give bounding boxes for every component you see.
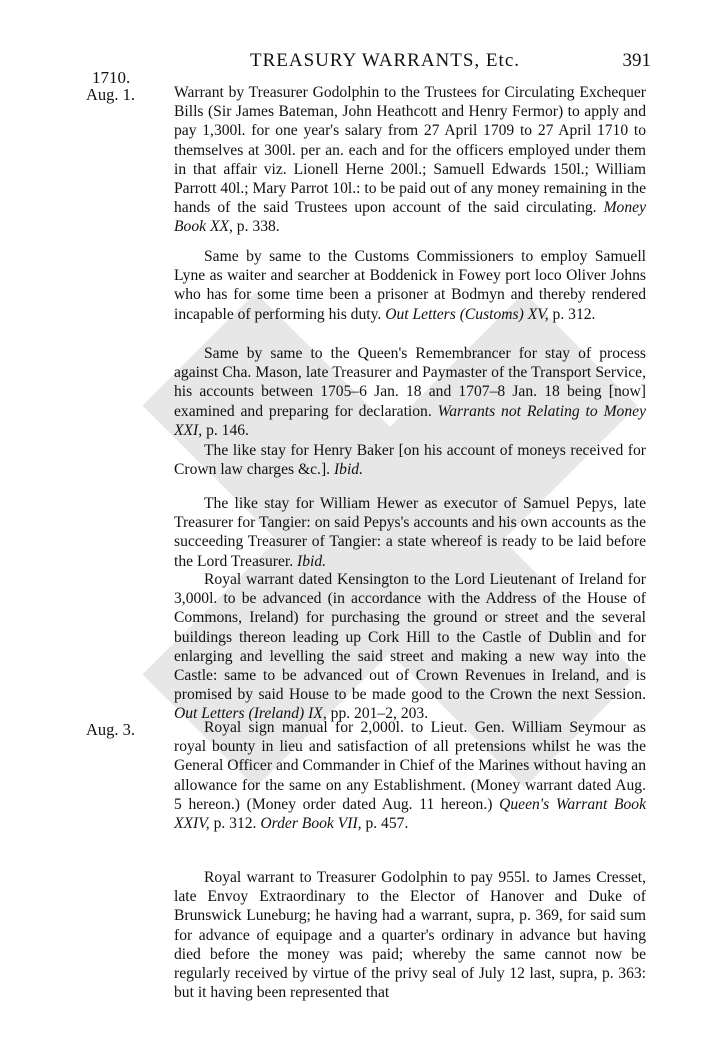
entry-8-text: Royal warrant to Treasurer Godolphin to pay 955l. to James Cresset, late Envoy Extraordinary to the Elector of Hanover and Duke of Brunswick Luneburg; he having had a warrant, supra, p. 369, for said sum for advance of equipage and a quarter's ordinary in advance but having died before the money was paid; whereby the same cannot now be regularly received by virtue of the privy seal of July 12 last, supra, p. 363: but it having been represented that xyxy=(174,869,646,1002)
entry-3-text: Same by same to the Queen's Remembrancer for stay of process against Cha. Mason, late Treasurer and Paymaster of the Transport Service, his accounts between 1705–6 Jan. 18 and 1707–8 Jan. 18 being [now] examined and preparing for declaration. xyxy=(174,345,646,420)
entry-2-ref: Out Letters (Customs) XV, xyxy=(385,305,549,323)
entry-3 xyxy=(174,344,646,440)
entry-2-text: Same by same to the Customs Commissioners to employ Samuell Lyne as waiter and searcher at Boddenick in Fowey port loco Oliver Johns who has for some time been a prisoner at Bodmyn and thereby rendered incapable of performing his duty. xyxy=(174,248,646,323)
entry-2-tail: p. 312. xyxy=(552,305,596,323)
margin-year: 1710. xyxy=(92,68,131,87)
entry-7-tail2: p. 457. xyxy=(365,815,409,833)
entry-5-ref: Ibid. xyxy=(297,552,327,570)
entry-1-ref: Money Book XX, xyxy=(174,199,646,236)
entry-3-tail: p. 146. xyxy=(206,421,249,439)
entry-7-tail: p. 312. xyxy=(213,815,257,833)
entry-7-text: Royal sign manual for 2,000l. to Lieut. Gen. William Seymour as royal bounty in lieu and satisfaction of all pretensions whilst he was the General Officer and Commander in Chief of the Marines without having an allowance for the same on any Establishment. (Money warrant dated Aug. 5 hereon.) (Money order dated Aug. 11 hereon.) xyxy=(174,719,646,813)
entry-4 xyxy=(174,441,646,479)
entry-1-tail: p. 338. xyxy=(236,218,280,236)
entry-4-text: The like stay for Henry Baker [on his account of moneys received for Crown law charges &c.]. xyxy=(174,442,646,479)
running-title: TREASURY WARRANTS, Etc. xyxy=(249,50,521,71)
margin-date-aug-1: Aug. 1. xyxy=(86,85,136,104)
entry-7 xyxy=(174,718,646,833)
page-number: 391 xyxy=(622,50,651,71)
entry-8 xyxy=(174,868,646,1002)
entry-4-ref: Ibid. xyxy=(333,461,363,479)
entry-6-ref: Out Letters (Ireland) IX, xyxy=(174,705,327,723)
entry-5-text: The like stay for William Hewer as executor of Samuel Pepys, late Treasurer for Tangier: on said Pepys's accounts and his own accounts as the succeeding Treasurer of Tangier: a state whereof is ready to be laid before the Lord Treasurer. xyxy=(174,495,646,570)
entry-6-tail: pp. 201–2, 203. xyxy=(330,705,429,723)
entry-1-text: Warrant by Treasurer Godolphin to the Trustees for Circulating Exchequer Bills (Sir James Bateman, John Heathcott and Henry Fermor) to apply and pay 1,300l. for one year's salary from 27 April 1709 to 27 April 1710 to themselves at 300l. per an. each and for the officers employed under them in that affair viz. Lionell Herne 200l.; Samuell Edwards 150l.; William Parrott 40l.; Mary Parrot 10l.: to be paid out of any money remaining in the hands of the said Trustees upon account of the said circulating. xyxy=(174,84,646,217)
entry-1 xyxy=(174,83,646,237)
entry-6-text: Royal warrant dated Kensington to the Lord Lieutenant of Ireland for 3,000l. to be advanced (in accordance with the Address of the House of Commons, Ireland) for purchasing the ground or street and the several buildings thereon leading up Cork Hill to the Castle of Dublin and for enlarging and levelling the said street and making a new way into the Castle: same to be advanced out of Crown Revenues in Ireland, and is promised by said House to be made good to the Crown the next Session. xyxy=(174,571,646,704)
entry-5 xyxy=(174,494,646,571)
entry-6 xyxy=(174,570,646,724)
entry-7-ref: Queen's Warrant Book XXIV, xyxy=(174,795,646,833)
entry-3-ref: Warrants not Relating to Money XXI, xyxy=(174,402,646,439)
margin-date-aug-3: Aug. 3. xyxy=(86,720,136,739)
entry-2 xyxy=(174,247,646,324)
entry-7-ref2: Order Book VII, xyxy=(260,815,362,833)
